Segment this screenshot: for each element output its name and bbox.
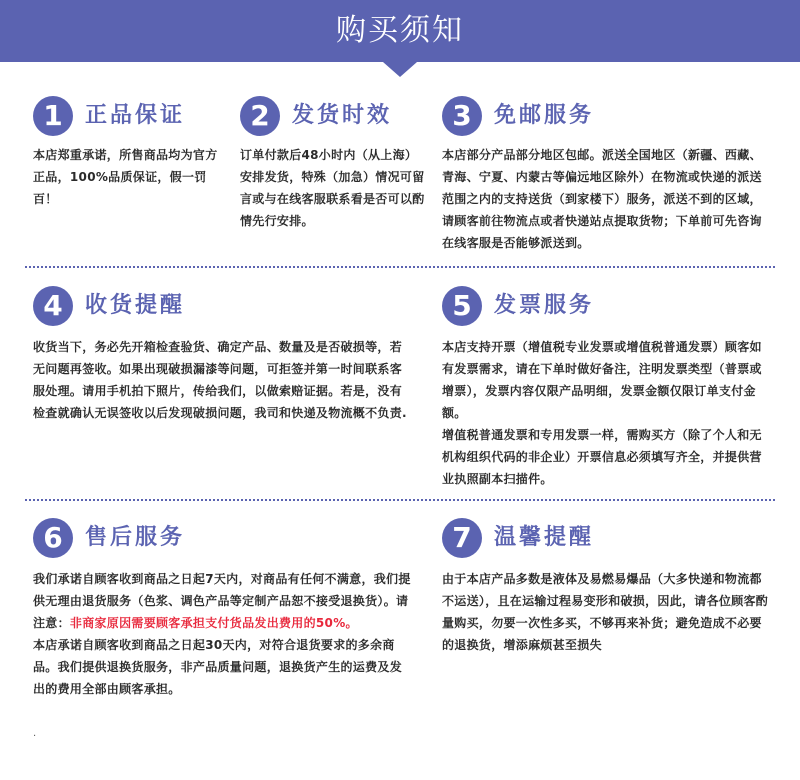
number-7-icon: 7 xyxy=(442,518,482,558)
number-3-icon: 3 xyxy=(442,96,482,136)
section-title: 免邮服务 xyxy=(494,103,595,128)
header-pointer xyxy=(383,62,417,77)
section-after-sales xyxy=(33,518,413,700)
section-title: 售后服务 xyxy=(85,525,186,550)
number-6-icon: 6 xyxy=(33,518,73,558)
section-body xyxy=(442,144,772,254)
section-paragraph: 本店部分产品部分地区包邮。派送全国地区（新疆、西藏、青海、宁夏、内蒙古等偏远地区除外）在物流或快递的派送范围之内的支持送货（到家楼下）服务，派送不到的区域，请顾客前往物流点或者快递站点提取货物；下单前可先咨询在线客服是否能够派送到。 xyxy=(442,148,762,250)
page-title: 购买须知 xyxy=(336,13,464,48)
section-header xyxy=(240,96,425,140)
section-title: 收货提醒 xyxy=(85,293,186,318)
section-header xyxy=(33,96,223,140)
section-divider xyxy=(25,499,775,501)
number-4-icon: 4 xyxy=(33,286,73,326)
section-shipping-time xyxy=(240,96,425,232)
section-title: 正品保证 xyxy=(85,103,186,128)
section-title: 发票服务 xyxy=(494,293,595,318)
fee-warning-text: 非商家原因需要顾客承担支付货品发出费用的50%。 xyxy=(69,616,358,630)
section-paragraph: 本店承诺自顾客收到商品之日起30天内，对符合退货要求的多余商品。我们提供退换货服务，非产品质量问题，退换货产生的运费及发出的费用全部由顾客承担。 xyxy=(33,638,403,696)
section-header xyxy=(442,286,772,330)
section-body xyxy=(442,336,772,490)
section-paragraph: 增值税普通发票和专用发票一样，需购买方（除了个人和无机构组织代码的非企业）开票信息必须填写齐全，并提供营业执照副本扫描件。 xyxy=(442,428,762,486)
number-2-icon: 2 xyxy=(240,96,280,136)
section-friendly-reminder xyxy=(442,518,772,656)
section-title: 温馨提醒 xyxy=(494,525,595,550)
header-banner xyxy=(0,0,800,62)
section-header xyxy=(442,518,772,562)
section-receipt-reminder xyxy=(33,286,413,424)
section-free-shipping xyxy=(442,96,772,254)
number-1-icon: 1 xyxy=(33,96,73,136)
section-paragraph: 收货当下，务必先开箱检查验货、确定产品、数量及是否破损等，若无问题再签收。如果出现破损漏漆等问题，可拒签并第一时间联系客服处理。请用手机拍下照片，传给我们，以做索赔证据。若是，没有检查就确认无误签收以后发现破损问题，我司和快递及物流概不负责. xyxy=(33,340,407,420)
section-divider xyxy=(25,266,775,268)
return-policy-text: 我们承诺自顾客收到商品之日起7天内，对商品有任何不满意，我们提供无理由退货服务（色浆、调色产品等定制产品恕不接受退换货）。请注意： xyxy=(33,572,411,630)
section-authenticity xyxy=(33,96,223,210)
section-paragraph: 由于本店产品多数是液体及易燃易爆品（大多快递和物流都不运送），且在运输过程易变形和破损，因此，请各位顾客酌量购买，勿要一次性多买，不够再来补货；避免造成不必要的退换货，增添麻烦甚至损失 xyxy=(442,572,769,652)
section-body xyxy=(33,144,223,210)
section-body xyxy=(33,568,413,700)
section-invoice xyxy=(442,286,772,490)
section-body xyxy=(240,144,425,232)
section-header xyxy=(33,286,413,330)
section-title: 发货时效 xyxy=(292,103,393,128)
section-body xyxy=(33,336,413,424)
trailing-mark: . xyxy=(33,728,37,739)
number-5-icon: 5 xyxy=(442,286,482,326)
section-header xyxy=(33,518,413,562)
section-paragraph: 本店郑重承诺，所售商品均为官方正品，100%品质保证，假一罚百！ xyxy=(33,148,218,206)
section-paragraph xyxy=(33,568,413,634)
section-paragraph: 订单付款后48小时内（从上海）安排发货，特殊（加急）情况可留言或与在线客服联系看是否可以酌情先行安排。 xyxy=(240,148,425,228)
section-header xyxy=(442,96,772,140)
section-body xyxy=(442,568,772,656)
section-paragraph: 本店支持开票（增值税专业发票或增值税普通发票）顾客如有发票需求，请在下单时做好备注，注明发票类型（普票或增票），发票内容仅限产品明细，发票金额仅限订单支付金额。 xyxy=(442,340,762,420)
